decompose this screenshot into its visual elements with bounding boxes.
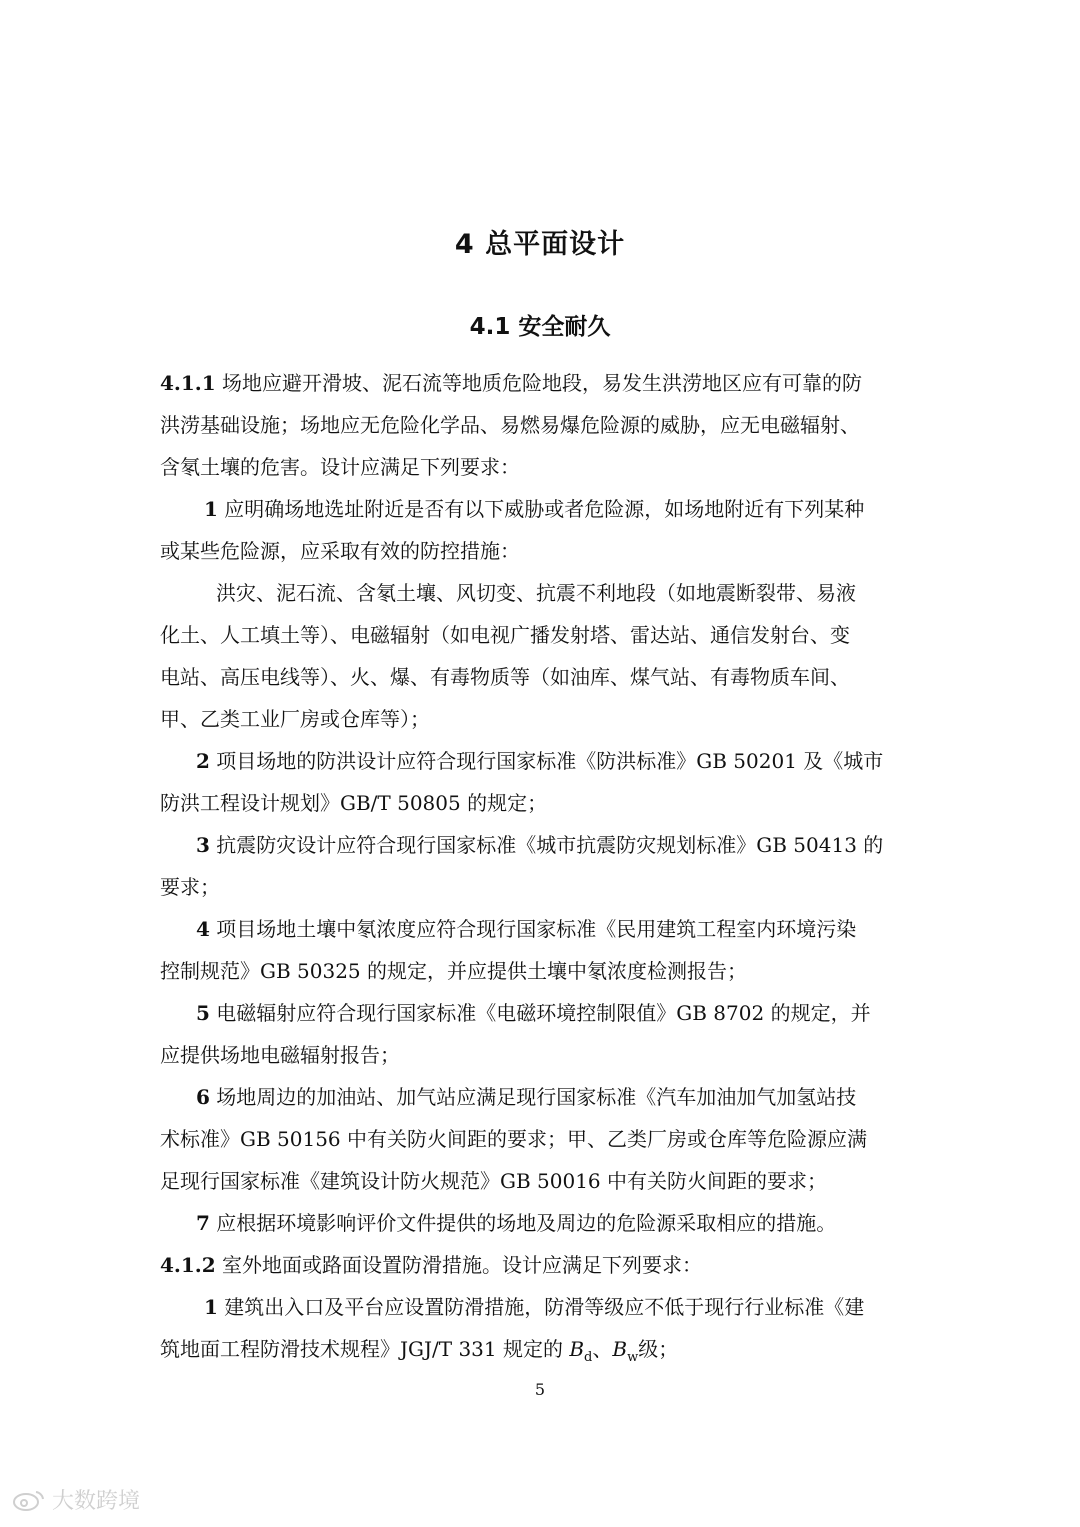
text-line: 足现行国家标准《建筑设计防火规范》GB 50016 中有关防火间距的要求； <box>160 1169 828 1193</box>
page-number: 5 <box>534 1380 546 1399</box>
item-number: 4 <box>196 917 210 941</box>
text-line: 4.1.2 室外地面或路面设置防滑措施。设计应满足下列要求： <box>160 1253 703 1277</box>
text-line: 4 项目场地土壤中氡浓度应符合现行国家标准《民用建筑工程室内环境污染 <box>196 917 857 941</box>
item-number: 1 <box>204 497 218 521</box>
text-line: 化土、人工填土等）、电磁辐射（如电视广播发射塔、雷达站、通信发射台、变 <box>160 623 850 647</box>
text-line: 洪涝基础设施；场地应无危险化学品、易燃易爆危险源的威胁，应无电磁辐射、 <box>160 413 860 437</box>
text-line: 5 电磁辐射应符合现行国家标准《电磁环境控制限值》GB 8702 的规定，并 <box>196 1001 871 1025</box>
weibo-icon <box>12 1489 46 1511</box>
text-line: 防洪工程设计规划》GB/T 50805 的规定； <box>160 791 548 815</box>
text-line: 6 场地周边的加油站、加气站应满足现行国家标准《汽车加油加气加氢站技 <box>196 1085 857 1109</box>
text-line: 7 应根据环境影响评价文件提供的场地及周边的危险源采取相应的措施。 <box>196 1211 837 1235</box>
section-title: 4.1 安全耐久 <box>469 314 611 340</box>
text-line: 2 项目场地的防洪设计应符合现行国家标准《防洪标准》GB 50201 及《城市 <box>196 749 884 773</box>
item-number: 5 <box>196 1001 210 1025</box>
text-line: 要求； <box>160 875 220 899</box>
grade-subscript: d <box>584 1350 593 1365</box>
text-line: 控制规范》GB 50325 的规定，并应提供土壤中氡浓度检测报告； <box>160 959 748 983</box>
item-number: 1 <box>204 1295 218 1319</box>
clause-number: 4.1.2 <box>160 1253 216 1277</box>
grade-symbol: B <box>612 1337 628 1361</box>
text-line: 1 应明确场地选址附近是否有以下威胁或者危险源，如场地附近有下列某种 <box>204 497 865 521</box>
chapter-title: 4 总平面设计 <box>454 229 626 260</box>
watermark-text: 大数跨境 <box>52 1489 141 1514</box>
watermark <box>12 1484 140 1515</box>
text-line: 或某些危险源，应采取有效的防控措施： <box>160 539 520 563</box>
text-line: 术标准》GB 50156 中有关防火间距的要求；甲、乙类厂房或仓库等危险源应满 <box>160 1127 868 1151</box>
item-number: 2 <box>196 749 210 773</box>
text-line: 含氡土壤的危害。设计应满足下列要求： <box>160 455 520 479</box>
text-line: 1 建筑出入口及平台应设置防滑措施，防滑等级应不低于现行行业标准《建 <box>204 1295 865 1319</box>
text-line: 应提供场地电磁辐射报告； <box>160 1043 400 1067</box>
item-number: 7 <box>196 1211 210 1235</box>
text-line: 甲、乙类工业厂房或仓库等）； <box>160 707 430 731</box>
item-number: 3 <box>196 833 210 857</box>
text-line: 4.1.1 场地应避开滑坡、泥石流等地质危险地段，易发生洪涝地区应有可靠的防 <box>160 371 863 395</box>
item-number: 6 <box>196 1085 210 1109</box>
grade-symbol: B <box>569 1337 585 1361</box>
grade-subscript: w <box>627 1350 639 1365</box>
text-line: 筑地面工程防滑技术规程》JGJ/T 331 规定的 $B_d$、$B_w$级； <box>160 1337 679 1365</box>
text-line: 电站、高压电线等）、火、爆、有毒物质等（如油库、煤气站、有毒物质车间、 <box>160 665 850 689</box>
text-line: 3 抗震防灾设计应符合现行国家标准《城市抗震防灾规划标准》GB 50413 的 <box>196 833 884 857</box>
clause-number: 4.1.1 <box>160 371 216 395</box>
text-line: 洪灾、泥石流、含氡土壤、风切变、抗震不利地段（如地震断裂带、易液 <box>216 581 856 605</box>
